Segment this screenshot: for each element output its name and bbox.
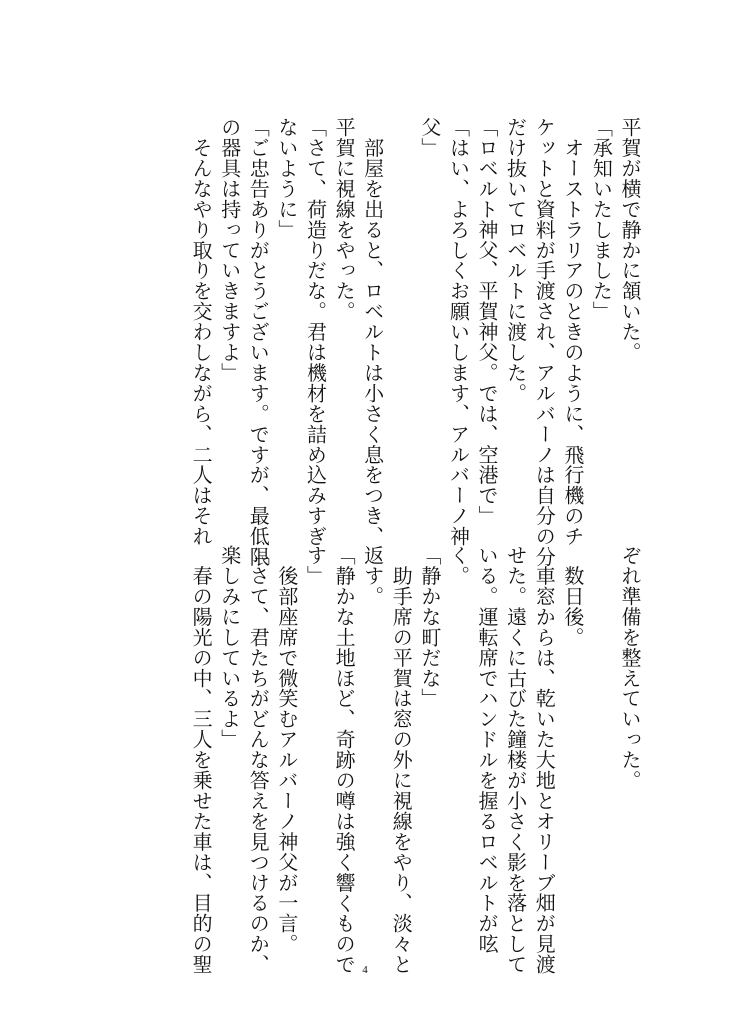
text-column: 「静かな町だな」 bbox=[417, 545, 442, 709]
text-column: ないように」 bbox=[274, 117, 299, 240]
upper-text-block bbox=[174, 117, 644, 567]
text-column: オーストラリアのときのように、飛行機のチ bbox=[560, 117, 585, 547]
text-column: 返す。 bbox=[360, 545, 385, 607]
text-column: 部屋を出ると、ロベルトは小さく息をつき、 bbox=[360, 117, 385, 547]
blank-column bbox=[387, 117, 416, 502]
blank-column bbox=[587, 545, 616, 935]
text-column: 後部座席で微笑むアルバーノ神父が一言。 bbox=[274, 545, 299, 954]
text-column: 「さて、荷造りだな。君は機材を詰め込みすぎ bbox=[303, 117, 328, 547]
text-column: 楽しみにしているよ」 bbox=[217, 545, 242, 750]
text-column: 「ご忠告ありがとうございます。ですが、最低限 bbox=[246, 117, 271, 567]
text-column: 「さて、君たちがどんな答えを見つけるのか、 bbox=[246, 545, 271, 975]
lower-text-block bbox=[174, 545, 644, 975]
text-column: だけ抜いてロベルトに渡した。 bbox=[503, 117, 528, 404]
page-number: 4 bbox=[362, 964, 368, 976]
text-column: す」 bbox=[303, 545, 328, 586]
text-column: 数日後。 bbox=[560, 545, 585, 648]
text-column: の器具は持っていきますよ」 bbox=[217, 117, 242, 383]
text-column: 車窓からは、乾いた大地とオリーブ畑が見渡 bbox=[532, 545, 557, 975]
text-column: 平賀に視線をやった。 bbox=[332, 117, 357, 322]
text-column: いる。運転席でハンドルを握るロベルトが呟 bbox=[475, 545, 500, 954]
text-column: 「承知いたしました」 bbox=[589, 117, 614, 322]
text-column: 「静かな土地ほど、奇跡の噂は強く響くもので bbox=[332, 545, 357, 975]
text-column: 平賀が横で静かに頷いた。 bbox=[618, 117, 642, 363]
text-column: 父」 bbox=[417, 117, 442, 158]
text-column: く。 bbox=[446, 545, 471, 586]
text-column: 「はい、よろしくお願いします、アルバーノ神 bbox=[446, 117, 471, 547]
text-column: 「ロベルト神父、平賀神父。では、空港で」 bbox=[475, 117, 500, 526]
text-column: ケットと資料が手渡され、アルバーノは自分の分 bbox=[532, 117, 557, 567]
text-column: 春の陽光の中、三人を乗せた車は、目的の聖 bbox=[189, 545, 214, 975]
text-column: せた。遠くに古びた鐘楼が小さく影を落として bbox=[503, 545, 528, 975]
text-column: そんなやり取りを交わしながら、二人はそれ bbox=[189, 117, 214, 547]
text-column: 助手席の平賀は窓の外に視線をやり、淡々と bbox=[389, 545, 414, 975]
text-column: ぞれ準備を整えていった。 bbox=[618, 545, 642, 791]
